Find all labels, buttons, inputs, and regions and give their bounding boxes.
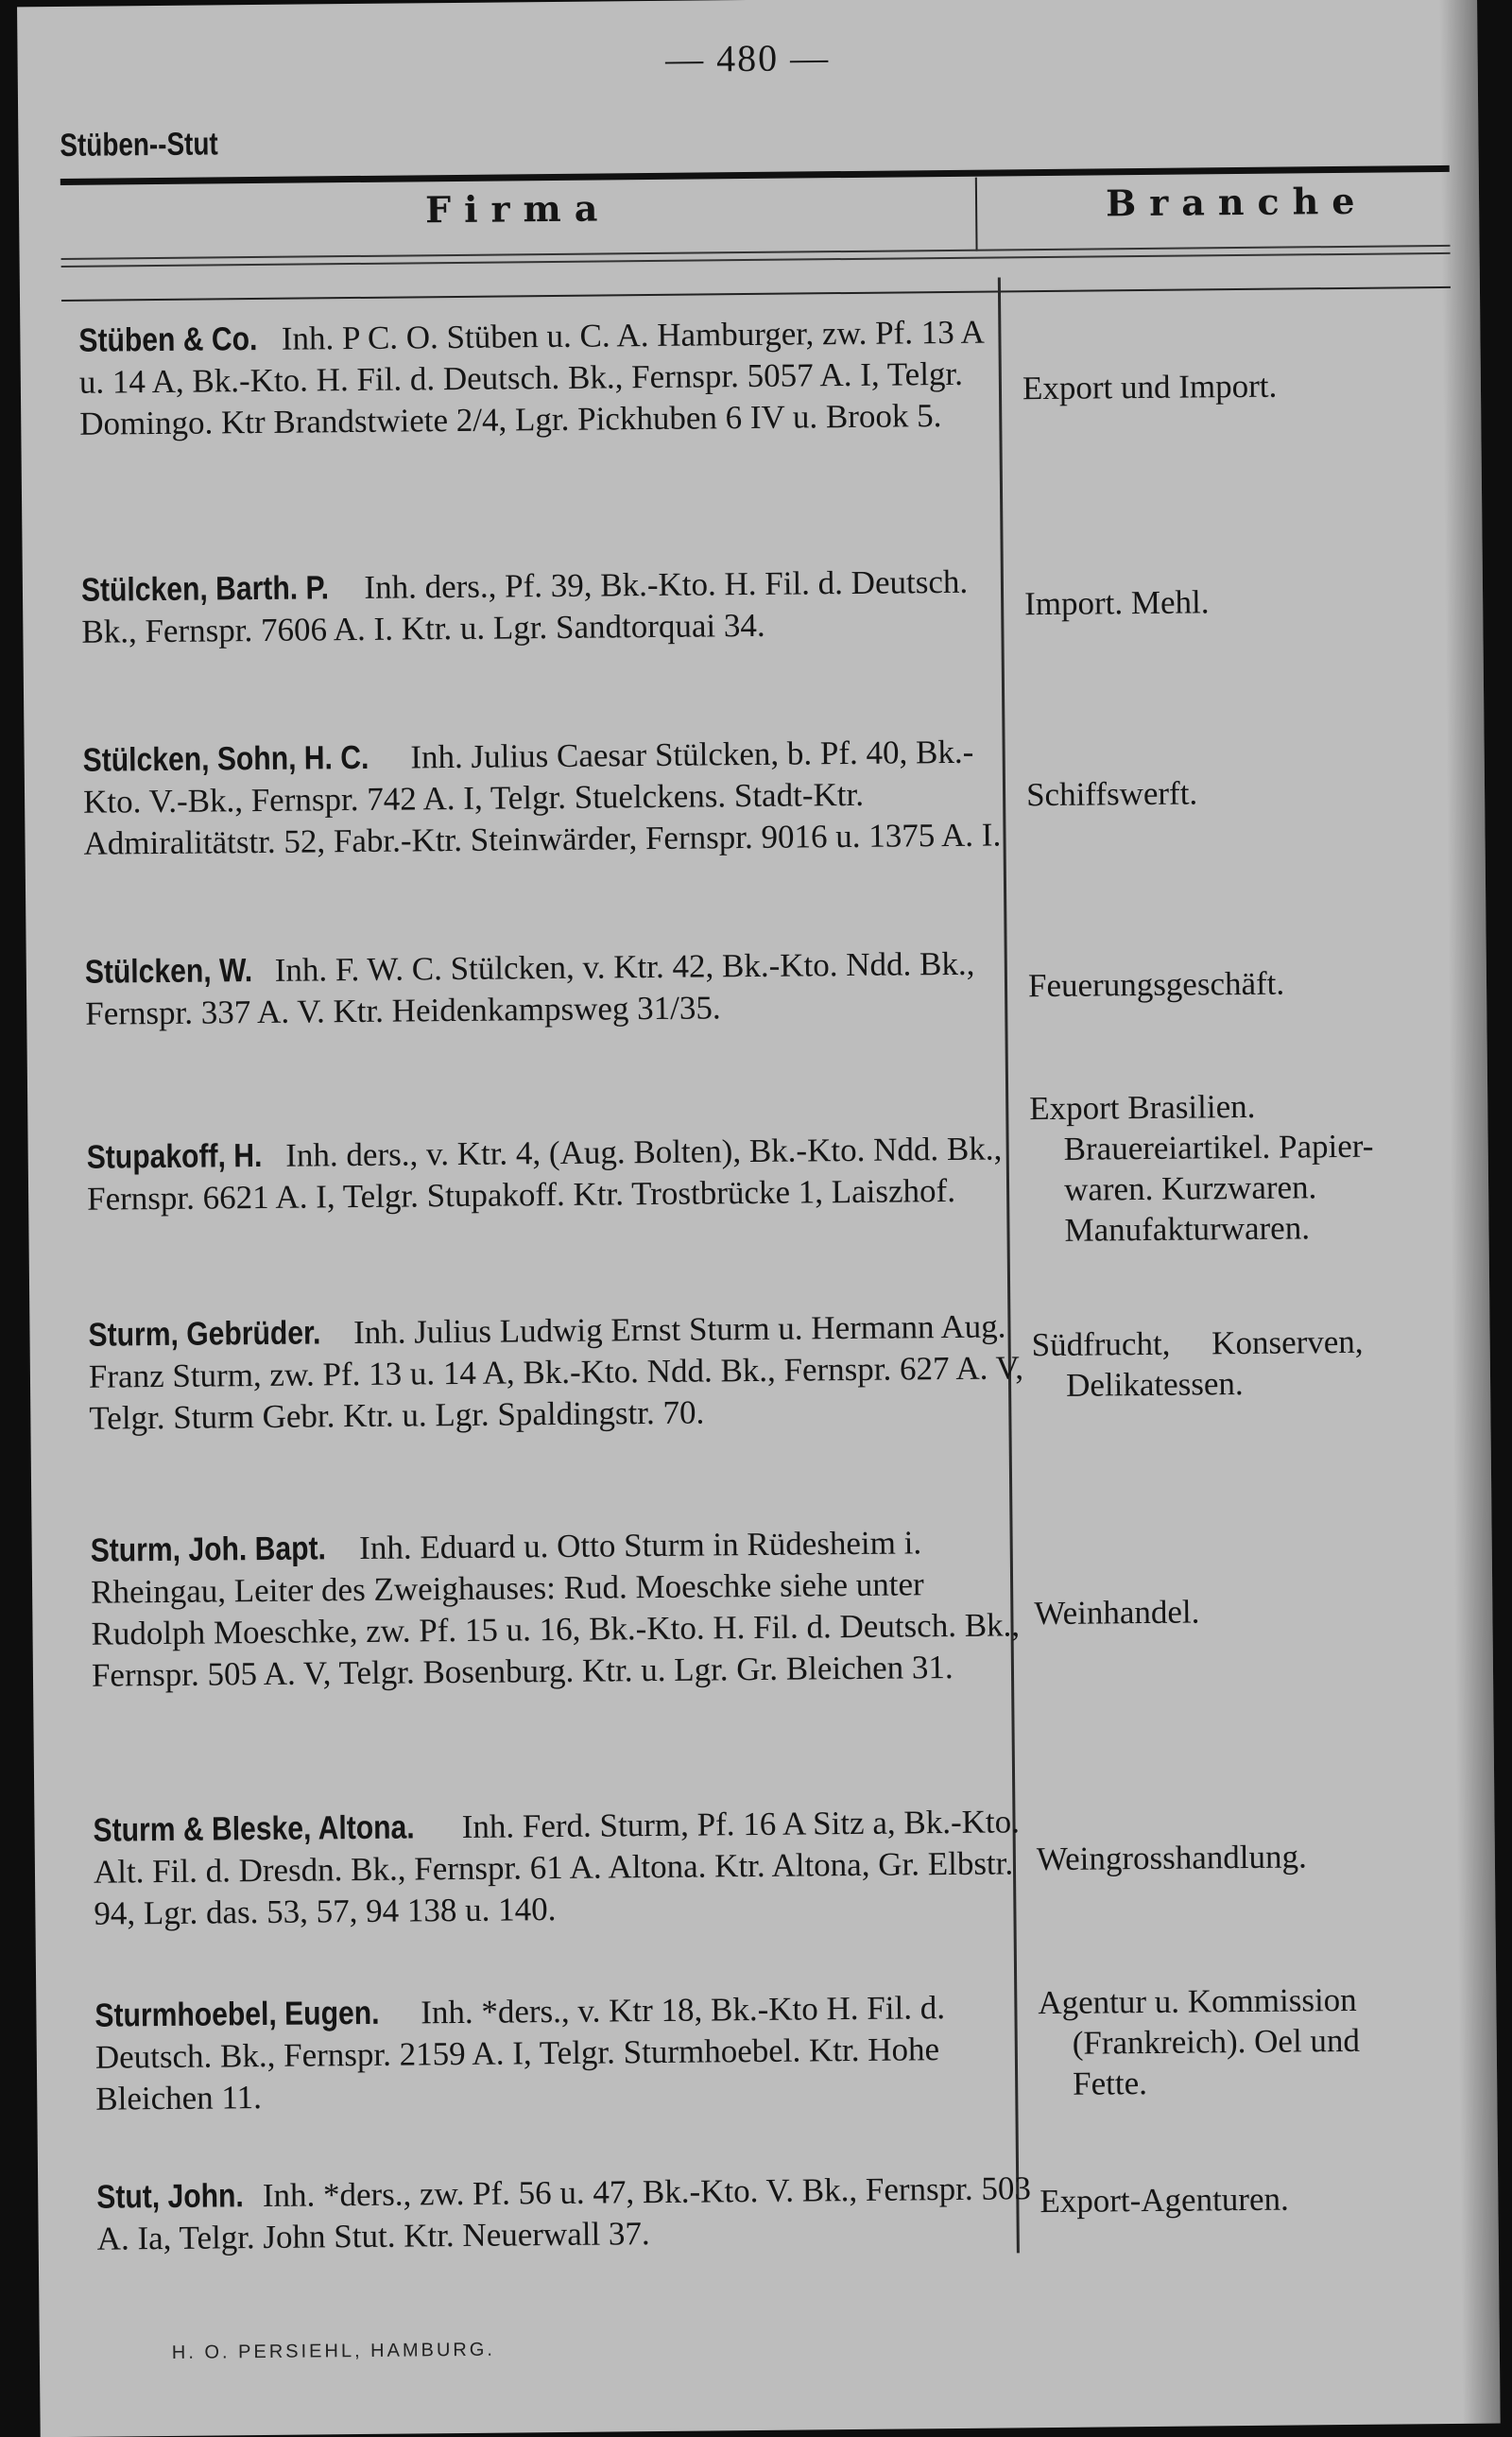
branche-cell	[1024, 579, 1497, 624]
firm-name: Sturm, Gebrüder.	[88, 1314, 321, 1354]
firm-name: Stüben & Co.	[78, 320, 258, 359]
firm-entry	[94, 1986, 1031, 2119]
branche-cell	[1038, 1978, 1511, 2104]
firm-details: Inh. ders., Pf. 39, Bk.-Kto. H. Fil. d. Deutsch. Bk., Fernspr. 7606 A. I. Ktr. u. Lgr. Sandtorquai 34.	[81, 562, 969, 650]
page-number: — 480 —	[664, 36, 831, 80]
firm-entry	[93, 1801, 1029, 1934]
firm-entry	[96, 2168, 1033, 2259]
branche-line: Feuerungsgeschäft.	[1027, 964, 1285, 1005]
branche-line: Export-Agenturen.	[1040, 2180, 1289, 2221]
firm-entry	[81, 561, 1018, 652]
firm-entry	[78, 311, 1015, 444]
firm-details: Inh. Ferd. Sturm, Pf. 16 A Sitz a, Bk.-Kto. Alt. Fil. d. Dresdn. Bk., Fernspr. 61 A. Altona. Ktr. Altona, Gr. Elbstr. 94, Lgr. das. 53, 57, 94 138 u. 140.	[93, 1803, 1021, 1932]
firm-details: Inh. P C. O. Stüben u. C. A. Hamburger, zw. Pf. 13 A u. 14 A, Bk.-Kto. H. Fil. d. Deutsch. Bk., Fernspr. 5057 A. I, Telgr. Domingo. Ktr Brandstwiete 2/4, Lgr. Pickhuben 6 IV u. Brook 5.	[78, 313, 984, 442]
firm-name: Stupakoff, H.	[86, 1136, 263, 1176]
branche-line: (Frankreich). Oel und	[1072, 2021, 1361, 2062]
firm-details: Inh. F. W. C. Stülcken, v. Ktr. 42, Bk.-Kto. Ndd. Bk., Fernspr. 337 A. V. Ktr. Heidenkampsweg 31/35.	[85, 944, 975, 1032]
firm-details: Inh. Julius Ludwig Ernst Sturm u. Hermann Aug. Franz Sturm, zw. Pf. 13 u. 14 A, Bk.-Kto. Ndd. Bk., Fernspr. 627 A. V, Telgr. Sturm Gebr. Ktr. u. Lgr. Spaldingstr. 70.	[88, 1307, 1024, 1437]
branche-line: Schiffswerft.	[1025, 774, 1198, 814]
firm-name: Stut, John.	[96, 2177, 244, 2216]
firm-name: Sturm, Joh. Bapt.	[90, 1530, 327, 1569]
firm-entry	[91, 1521, 1028, 1696]
branche-line: waren. Kurzwaren.	[1063, 1168, 1317, 1208]
branche-line: Weingrosshandlung.	[1036, 1838, 1307, 1878]
branche-line: Fette.	[1072, 2065, 1148, 2102]
firm-entry	[87, 1128, 1023, 1219]
firm-details: Inh. Eduard u. Otto Sturm in Rüdesheim i. Rheingau, Leiter des Zweighauses: Rud. Moeschke siehe unter Rudolph Moeschke, zw. Pf. 15 u. 16, Bk.-Kto. H. Fil. d. Deutsch. Bk., Fernspr. 505 A. V, Telgr. Bosenburg. Ktr. u. Lgr. Gr. Bleichen 31.	[90, 1524, 1021, 1694]
branche-line: Südfrucht, Konserven,	[1031, 1322, 1364, 1364]
firm-details: Inh. *ders., v. Ktr 18, Bk.-Kto H. Fil. d. Deutsch. Bk., Fernspr. 2159 A. I, Telgr. Sturmhoebel. Ktr. Hohe Bleichen 11.	[94, 1989, 946, 2117]
directory-page	[17, 0, 1501, 2437]
table-top-rule	[61, 286, 1451, 302]
branche-cell	[1026, 769, 1499, 815]
branche-line: Agentur u. Kommission	[1038, 1980, 1357, 2022]
firm-name: Stülcken, Sohn, H. C.	[82, 738, 369, 779]
running-head: Stüben--Stut	[60, 126, 218, 164]
branche-line: Brauereiartikel. Papier-	[1063, 1127, 1374, 1167]
branche-line: Export und Import.	[1022, 367, 1278, 407]
branche-line: Weinhandel.	[1034, 1593, 1200, 1633]
printer-imprint: H. O. PERSIEHL, HAMBURG.	[171, 2339, 496, 2363]
firm-name: Sturmhoebel, Eugen.	[94, 1994, 380, 2034]
header-double-rule	[61, 245, 1451, 268]
firm-entry	[85, 942, 1022, 1034]
firm-entry	[82, 731, 1019, 864]
branche-cell	[1031, 1320, 1504, 1406]
branche-cell	[1028, 960, 1501, 1006]
firm-details: Inh. ders., v. Ktr. 4, (Aug. Bolten), Bk.-Kto. Ndd. Bk., Fernspr. 6621 A. I, Telgr. Stupakoff. Ktr. Trostbrücke 1, Laiszhof.	[86, 1130, 1003, 1218]
header-column-divider	[975, 178, 978, 251]
branche-line: Export Brasilien.	[1029, 1087, 1256, 1128]
branche-cell	[1037, 1834, 1509, 1879]
branche-cell	[1022, 363, 1495, 408]
firm-name: Stülcken, Barth. P.	[80, 569, 330, 609]
branche-line: Import. Mehl.	[1023, 583, 1210, 623]
firm-name: Stülcken, W.	[84, 952, 253, 991]
firm-details: Inh. Julius Caesar Stülcken, b. Pf. 40, Bk.-Kto. V.-Bk., Fernspr. 742 A. I, Telgr. Stuelckens. Stadt-Ktr. Admiralitätstr. 52, Fabr.-Ktr. Steinwärder, Fernspr. 9016 u. 1375 A. I.	[82, 733, 1002, 862]
firm-entry	[88, 1305, 1024, 1439]
branche-cell	[1034, 1588, 1506, 1633]
firm-details: Inh. *ders., zw. Pf. 56 u. 47, Bk.-Kto. V. Bk., Fernspr. 503 A. Ia, Telgr. John Stut. Ktr. Neuerwall 37.	[96, 2169, 1032, 2257]
column-header-branche: Branche	[1105, 179, 1368, 225]
branche-line: Manufakturwaren.	[1064, 1209, 1311, 1249]
firm-name: Sturm & Bleske, Altona.	[93, 1808, 415, 1849]
branche-line: Delikatessen.	[1065, 1365, 1244, 1404]
branche-cell	[1040, 2176, 1512, 2221]
branche-cell	[1029, 1083, 1503, 1251]
column-header-firma: Firma	[424, 186, 611, 232]
